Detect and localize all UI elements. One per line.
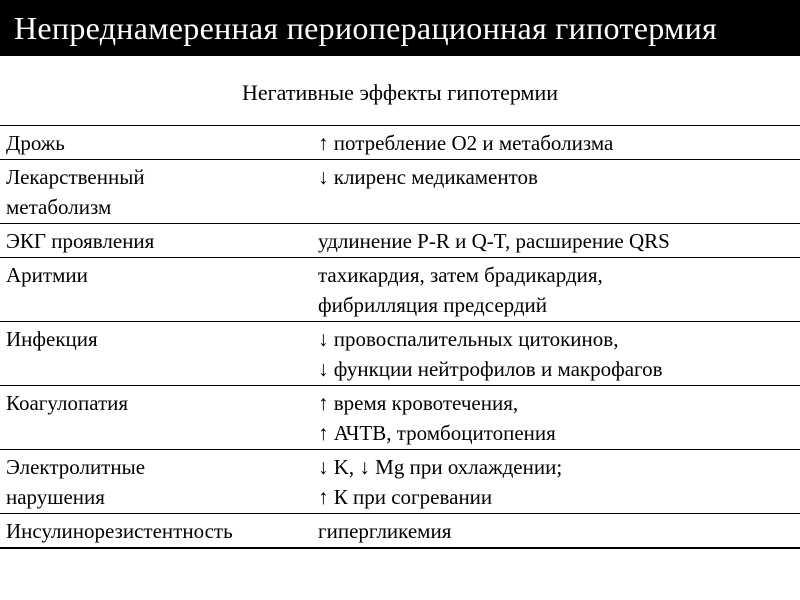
table-row: [0, 514, 800, 549]
row-label-cell: [0, 258, 308, 322]
row-effect: ↓ клиренс медикаментов: [318, 165, 538, 189]
table-row: [0, 450, 800, 514]
title-bar: [0, 0, 800, 56]
table-row: [0, 386, 800, 450]
row-label: Аритмии: [6, 263, 88, 287]
row-label: ЭКГ проявления: [6, 229, 155, 253]
row-effect-cell: [308, 126, 800, 160]
table-caption: Негативные эффекты гипотермии: [241, 80, 558, 105]
table-row: [0, 126, 800, 160]
row-effect: ↑ К при согревании: [318, 485, 493, 509]
row-label-cell: [0, 514, 308, 549]
row-label: метаболизм: [6, 195, 112, 219]
row-label: нарушения: [6, 485, 105, 509]
row-effect: гипергликемия: [318, 519, 452, 543]
row-effect-cell: [308, 514, 800, 549]
row-effect: ↑ время кровотечения,: [318, 391, 519, 415]
row-effect-cell: [308, 450, 800, 514]
row-effect: ↑ потребление О2 и метаболизма: [318, 131, 614, 155]
row-label-cell: [0, 450, 308, 514]
row-effect-cell: [308, 224, 800, 258]
row-label-cell: [0, 322, 308, 386]
table-row: [0, 160, 800, 224]
row-effect-cell: [308, 322, 800, 386]
row-effect: тахикардия, затем брадикардия,: [318, 263, 603, 287]
row-effect: ↓ функции нейтрофилов и макрофагов: [318, 357, 663, 381]
row-label: Инсулинорезистентность: [6, 519, 233, 543]
row-effect-cell: [308, 258, 800, 322]
table-row: [0, 224, 800, 258]
row-effect: ↓ K, ↓ Mg при охлаждении;: [318, 455, 563, 479]
row-label: Коагулопатия: [6, 391, 129, 415]
row-label-cell: [0, 160, 308, 224]
row-label-cell: [0, 126, 308, 160]
hypothermia-effects-table: [0, 125, 800, 549]
row-effect-cell: [308, 160, 800, 224]
row-effect: ↑ АЧТВ, тромбоцитопения: [318, 421, 556, 445]
row-label: Лекарственный: [6, 165, 145, 189]
row-label: Дрожь: [6, 131, 65, 155]
row-label: Инфекция: [6, 327, 98, 351]
row-label-cell: [0, 386, 308, 450]
row-label: Электролитные: [6, 455, 146, 479]
row-label-cell: [0, 224, 308, 258]
row-effect: удлинение P-R и Q-T, расширение QRS: [318, 229, 670, 253]
row-effect-cell: [308, 386, 800, 450]
row-effect: фибрилляция предсердий: [318, 293, 548, 317]
table-row: [0, 322, 800, 386]
table-row: [0, 258, 800, 322]
row-effect: ↓ провоспалительных цитокинов,: [318, 327, 619, 351]
page-title: Непреднамеренная периоперационная гипотермия: [14, 9, 718, 46]
